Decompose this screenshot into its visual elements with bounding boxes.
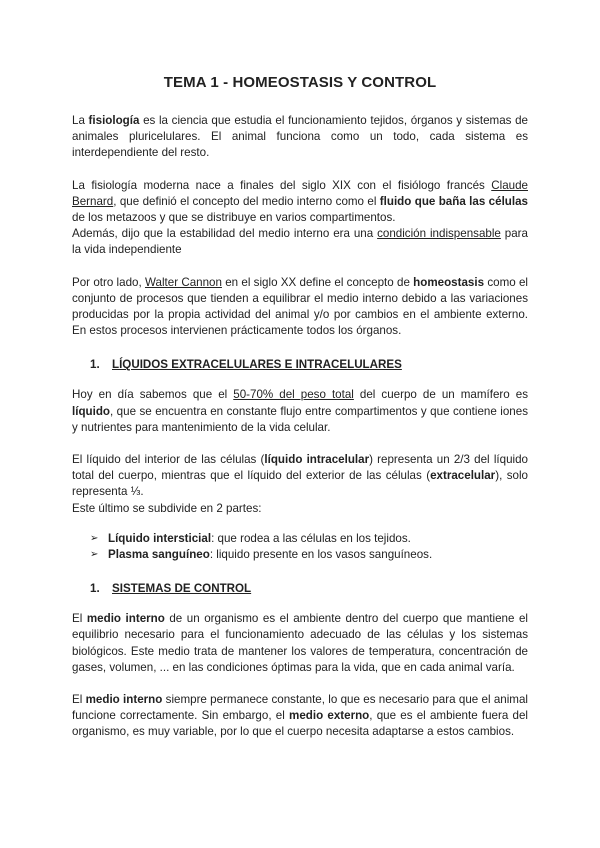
list-item: ➢ Líquido intersticial: que rodea a las células en los tejidos. bbox=[90, 531, 528, 547]
section-2-paragraph-2: El medio interno siempre permanece constante, lo que es necesario para que el animal funcione correctamente. Sin embargo, el medio externo, que es el ambiente fuera del organismo, es muy variable, por lo que el cuerpo necesita adaptarse a estos cambios. bbox=[72, 693, 528, 739]
section-2-number: 1. bbox=[90, 582, 100, 596]
section-2-paragraph-1: El medio interno de un organismo es el ambiente dentro del cuerpo que mantiene el equilibrio necesario para el funcionamiento adecuado de las células y los sistemas biológicos. Este medio trata de mantener los valores de temperatura, concentración de gases, volumen, ... en las condiciones óptimas para la vida, que en cada animal varía. bbox=[72, 612, 528, 674]
section-1-heading bbox=[90, 357, 528, 373]
section-1-title: LÍQUIDOS EXTRACELULARES E INTRACELULARES bbox=[112, 358, 402, 372]
section-1-number: 1. bbox=[90, 358, 100, 372]
arrow-bullet-icon: ➢ bbox=[90, 532, 99, 544]
fluid-list bbox=[90, 531, 528, 563]
section-2-title: SISTEMAS DE CONTROL bbox=[112, 582, 252, 596]
intro-paragraph-3: Además, dijo que la estabilidad del medio interno era una condición indispensable para la vida independiente bbox=[72, 227, 528, 257]
section-1-paragraph-1: Hoy en día sabemos que el 50-70% del peso total del cuerpo de un mamífero es líquido, que se encuentra en constante flujo entre compartimentos y que contiene iones y nutrientes para mantenimiento de la vida celular. bbox=[72, 388, 529, 434]
section-1-paragraph-3: Este último se subdivide en 2 partes: bbox=[72, 501, 262, 515]
intro-paragraph-1: La fisiología es la ciencia que estudia el funcionamiento tejidos, órganos y sistemas de animales pluricelulares. El animal funciona como un todo, cada sistema es interdependiente del resto. bbox=[72, 114, 528, 160]
intro-paragraph-4: Por otro lado, Walter Cannon en el siglo XX define el concepto de homeostasis como el conjunto de procesos que tienden a equilibrar el medio interno debido a las variaciones producidas por la propia actividad del animal y/o por cambios en el ambiente externo. En estos procesos intervienen prácticamente todos los órganos. bbox=[72, 275, 528, 338]
section-2-heading bbox=[90, 581, 528, 597]
arrow-bullet-icon: ➢ bbox=[90, 549, 99, 561]
page-title: TEMA 1 - HOMEOSTASIS Y CONTROL bbox=[163, 74, 437, 91]
list-item: ➢ Plasma sanguíneo: liquido presente en los vasos sanguíneos. bbox=[90, 547, 528, 563]
intro-paragraph-2: La fisiología moderna nace a finales del siglo XIX con el fisiólogo francés Claude Bernard, que definió el concepto del medio interno como el fluido que baña las células de los metazoos y que se distribuye en varios compartimentos. bbox=[72, 178, 528, 225]
section-1-paragraph-2: El líquido del interior de las células (líquido intracelular) representa un 2/3 del líquido total del cuerpo, mientras que el líquido del exterior de las células (extracelular), solo representa ⅓. bbox=[72, 453, 528, 499]
